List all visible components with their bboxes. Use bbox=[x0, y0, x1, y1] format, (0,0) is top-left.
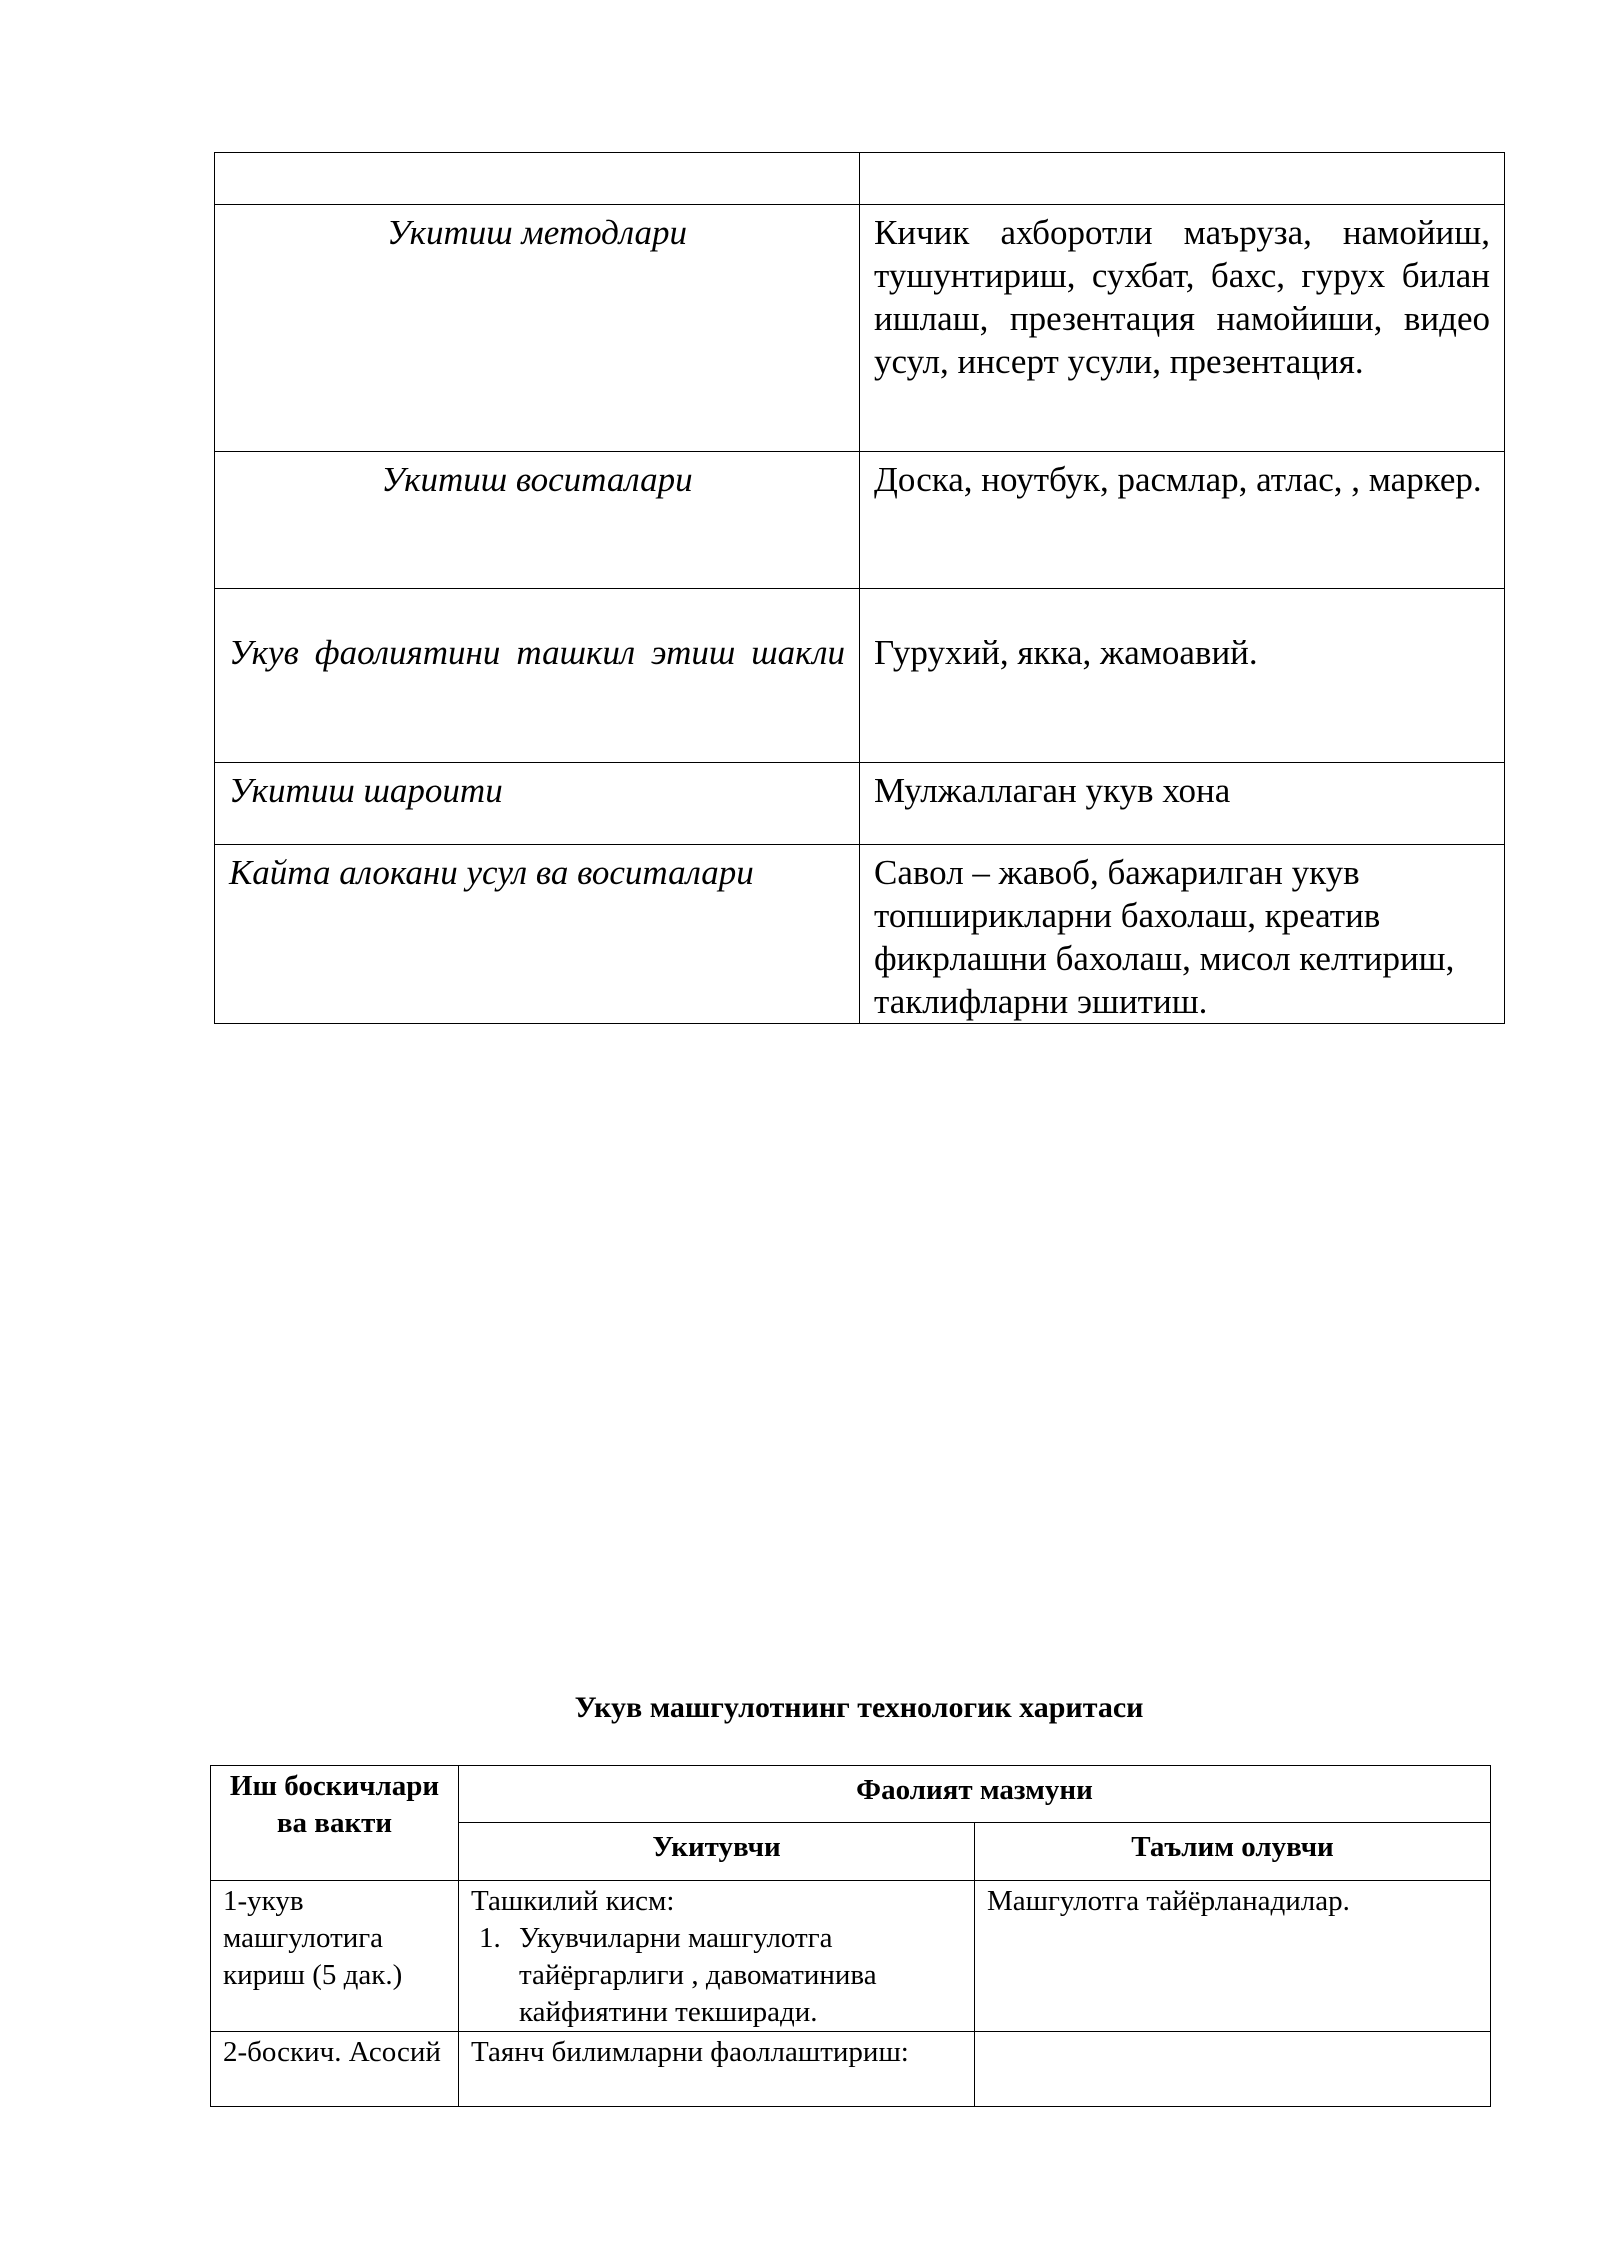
row-value-feedback: Савол – жавоб, бажарилган укув топширикларни бахолаш, креатив фикрлашни бахолаш, мисол келтириш, таклифларни эшитиш. bbox=[860, 845, 1505, 1024]
technology-map-table bbox=[210, 1765, 1491, 2107]
table-header-row bbox=[211, 1766, 1491, 1823]
row-label-teaching-tools: Укитиш воситалари bbox=[215, 452, 860, 589]
row-label-feedback: Кайта алокани усул ва воситалари bbox=[215, 845, 860, 1024]
header-stage: Иш боскичлари ва вакти bbox=[211, 1766, 459, 1881]
table-row bbox=[215, 452, 1505, 589]
table-row bbox=[215, 589, 1505, 763]
table-row bbox=[211, 1881, 1491, 2032]
table-cell bbox=[860, 153, 1505, 205]
teacher-cell: Таянч билимларни фаоллаштириш: bbox=[459, 2032, 975, 2107]
table-row bbox=[211, 2032, 1491, 2107]
student-cell bbox=[975, 2032, 1491, 2107]
table-cell bbox=[215, 153, 860, 205]
list-item-text: Укувчиларни машгулотга тайёргарлиги , давоматинива кайфиятини текширади. bbox=[519, 1922, 877, 2028]
stage-cell: 2-боскич. Асосий bbox=[211, 2032, 459, 2107]
row-label-teaching-methods: Укитиш методлари bbox=[215, 205, 860, 452]
table-row bbox=[215, 153, 1505, 205]
row-value-conditions: Мулжаллаган укув хона bbox=[860, 763, 1505, 845]
table-row bbox=[215, 205, 1505, 452]
row-value-teaching-tools: Доска, ноутбук, расмлар, атлас, , маркер. bbox=[860, 452, 1505, 589]
header-teacher: Укитувчи bbox=[459, 1823, 975, 1881]
section-heading: Укув машгулотнинг технологик харитаси bbox=[574, 1691, 1144, 1724]
table-row bbox=[215, 845, 1505, 1024]
header-activity: Фаолият мазмуни bbox=[459, 1766, 1491, 1823]
teacher-section-title: Ташкилий кисм: bbox=[471, 1885, 675, 1917]
row-label-conditions: Укитиш шароити bbox=[215, 763, 860, 845]
list-item bbox=[471, 1920, 962, 2031]
header-student: Таълим олувчи bbox=[975, 1823, 1491, 1881]
table-row bbox=[215, 763, 1505, 845]
stage-cell: 1-укув машгулотига кириш (5 дак.) bbox=[211, 1881, 459, 2032]
row-label-activity-form: Укув фаолиятини ташкил этиш шакли bbox=[215, 589, 860, 763]
row-value-teaching-methods: Кичик ахборотли маъруза, намойиш, тушунтириш, сухбат, бахс, гурух билан ишлаш, презентация намойиши, видео усул, инсерт усули, презентация. bbox=[860, 205, 1505, 452]
list-number: 1. bbox=[479, 1922, 501, 1954]
teacher-cell bbox=[459, 1881, 975, 2032]
lesson-info-table bbox=[214, 152, 1505, 1024]
student-cell: Машгулотга тайёрланадилар. bbox=[975, 1881, 1491, 2032]
row-value-activity-form: Гурухий, якка, жамоавий. bbox=[860, 589, 1505, 763]
